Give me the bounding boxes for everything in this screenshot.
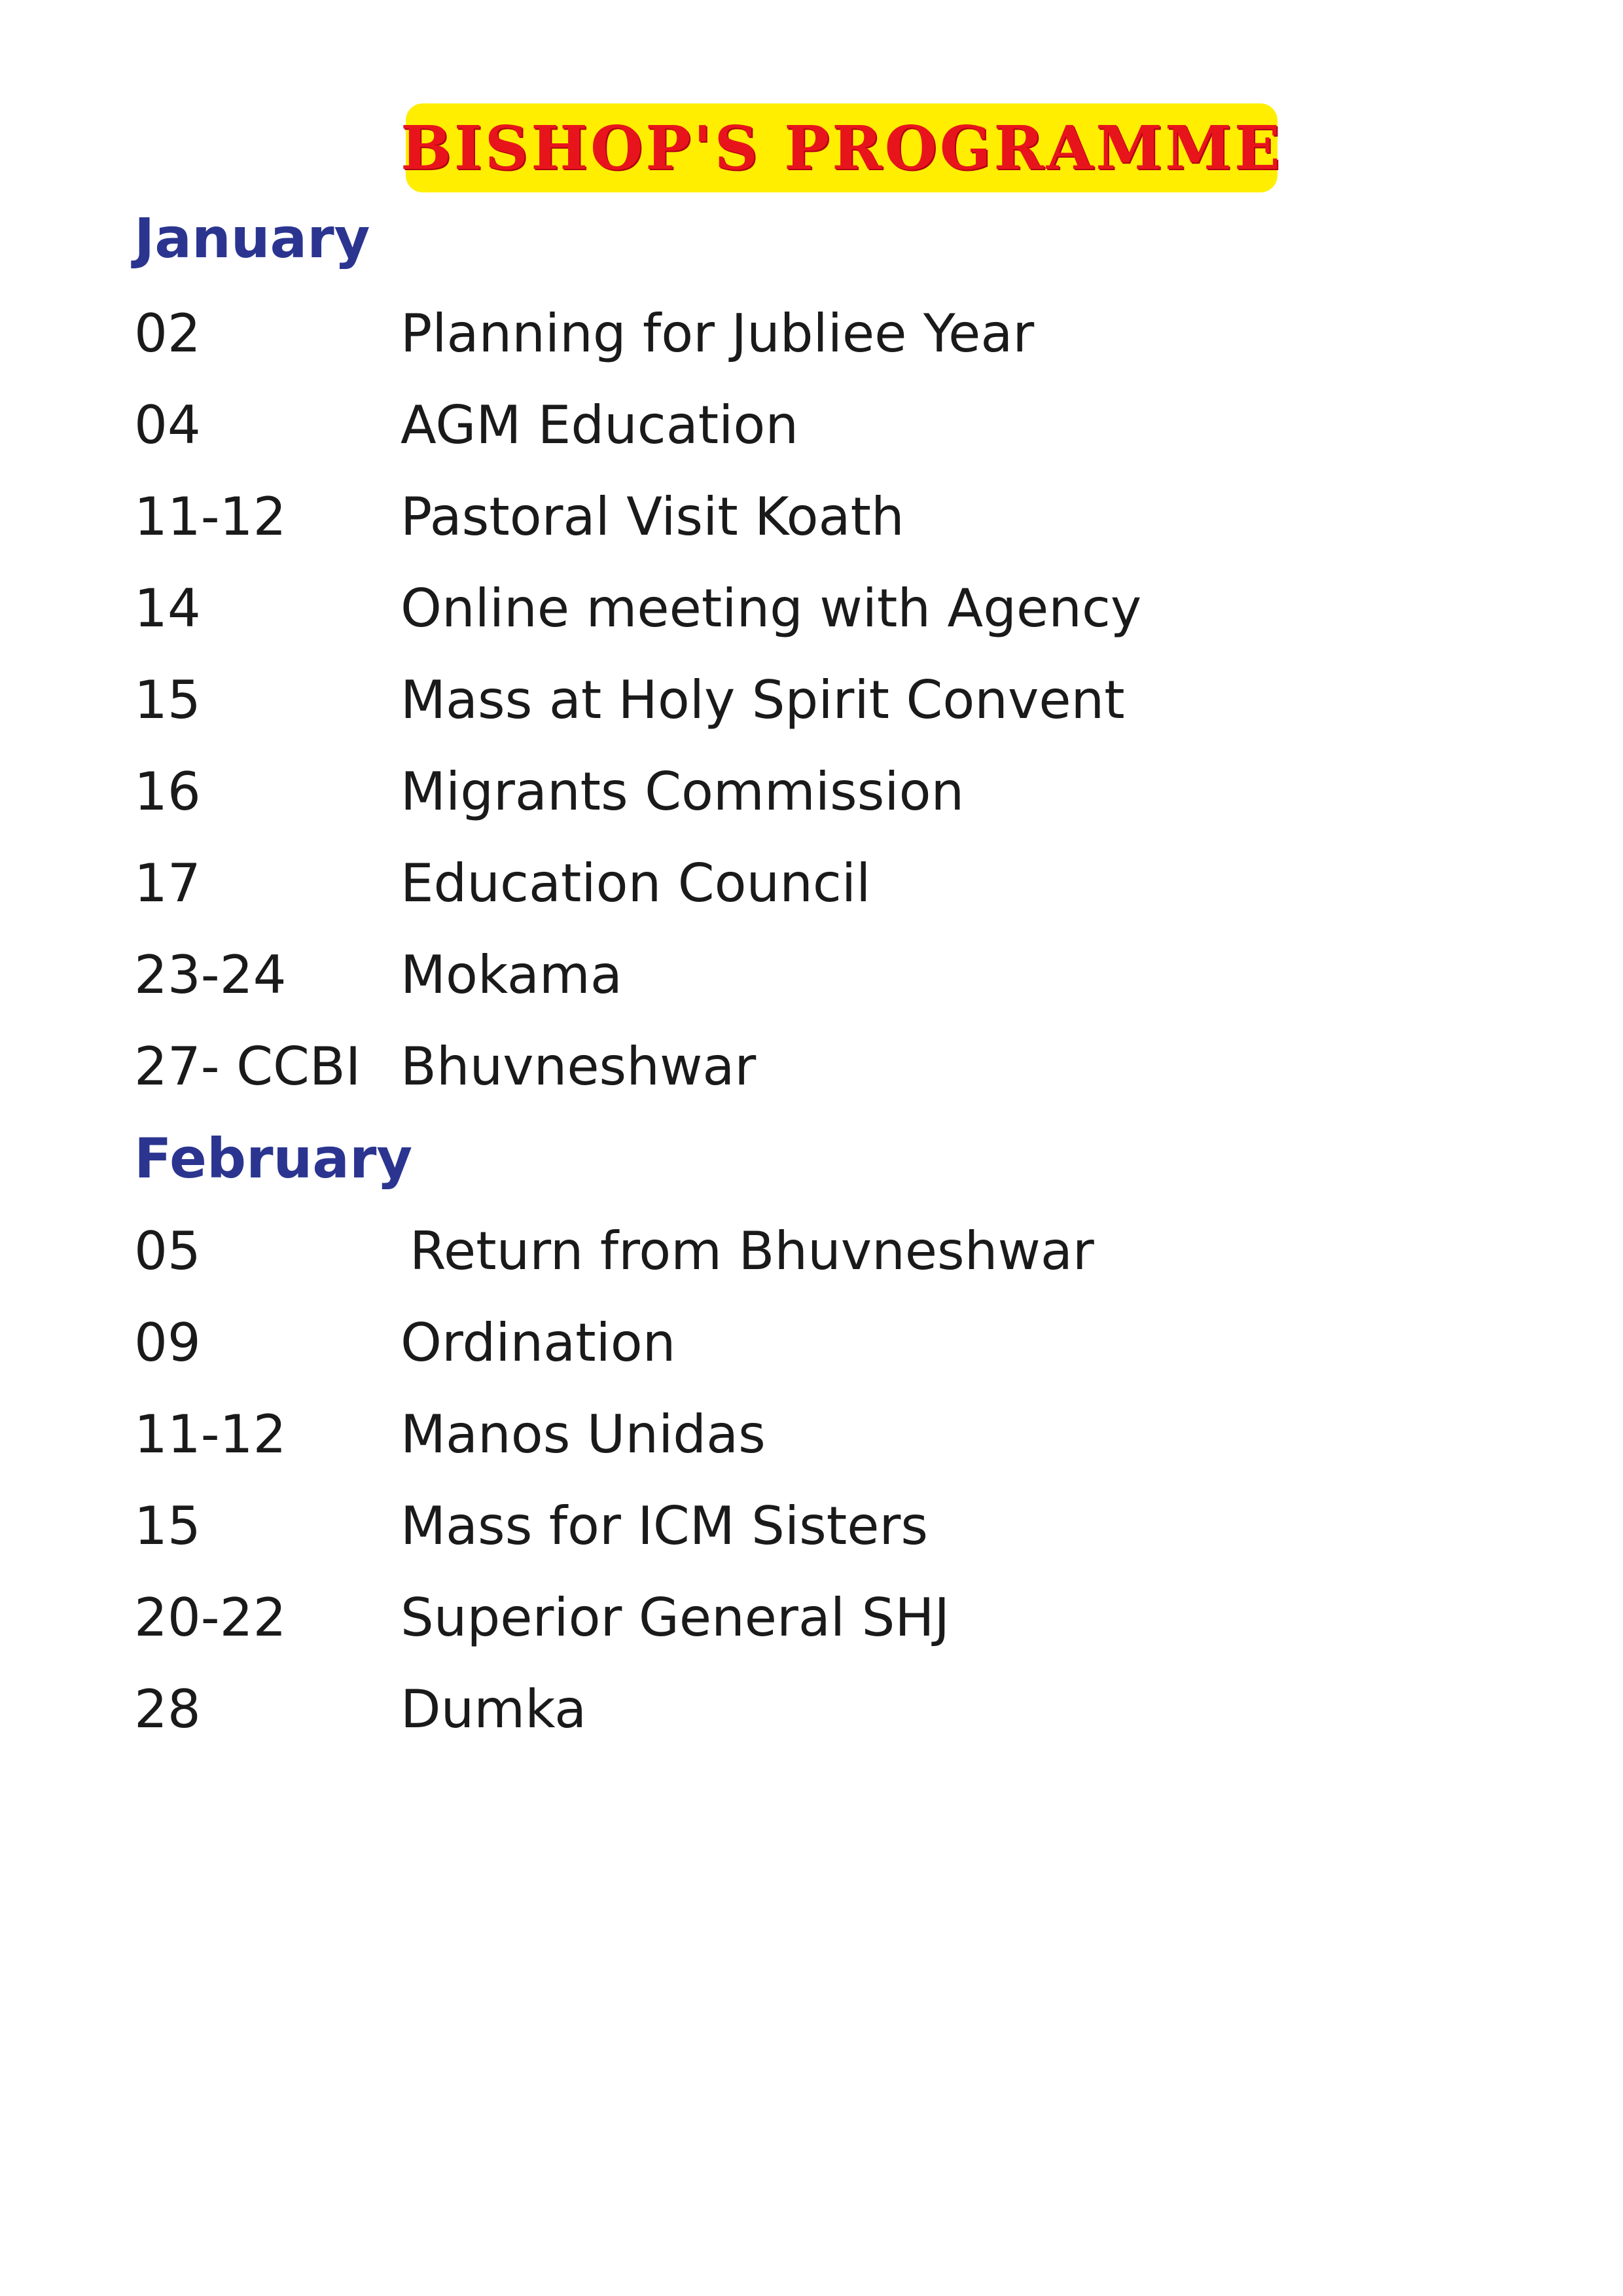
entry-date: 14 [134,578,201,639]
list-item [0,746,1623,838]
list-item [0,1480,1623,1572]
entry-date: 02 [134,303,201,364]
entry-event: Ordination [401,1312,676,1373]
entry-date: 04 [134,395,201,456]
page-title: BISHOP'S PROGRAMME [400,113,1283,183]
entry-date: 17 [134,853,201,914]
list-item [0,655,1623,746]
list-item [0,1297,1623,1389]
entry-date: 11-12 [134,1404,287,1465]
entry-event: Planning for Jubliee Year [401,303,1035,364]
list-item [0,1572,1623,1664]
entry-date: 20-22 [134,1587,287,1648]
list-item [0,380,1623,471]
entry-event: Education Council [401,853,871,914]
list-item [0,1206,1623,1297]
entry-event: Bhuvneshwar [401,1036,757,1097]
entry-date: 09 [134,1312,201,1373]
entry-date: 15 [134,670,201,730]
entry-event: AGM Education [401,395,799,456]
entry-event: Online meeting with Agency [401,578,1142,639]
entry-event: Manos Unidas [401,1404,766,1465]
list-item [0,929,1623,1021]
list-item [0,1021,1623,1113]
entry-date: 23-24 [134,944,287,1005]
entry-date: 05 [134,1221,201,1282]
entry-date: 11-12 [134,486,287,547]
entry-event: Migrants Commission [401,761,965,822]
entry-date: 28 [134,1679,201,1740]
entry-date: 16 [134,761,201,822]
entry-event: Dumka [401,1679,587,1740]
entry-date: 27- CCBI [134,1036,361,1097]
entry-event: Mokama [401,944,622,1005]
entry-event: Return from Bhuvneshwar [410,1221,1094,1282]
entry-event: Pastoral Visit Koath [401,486,904,547]
entry-event: Mass at Holy Spirit Convent [401,670,1125,730]
month-heading-january: January [134,206,370,270]
entry-event: Superior General SHJ [401,1587,950,1648]
list-item [0,1389,1623,1480]
list-item [0,563,1623,655]
entry-event: Mass for ICM Sisters [401,1496,929,1556]
list-item [0,838,1623,929]
title-banner [400,103,1283,192]
list-item [0,288,1623,380]
list-item [0,471,1623,563]
entry-date: 15 [134,1496,201,1556]
list-item [0,1664,1623,1755]
month-heading-february: February [134,1126,413,1191]
